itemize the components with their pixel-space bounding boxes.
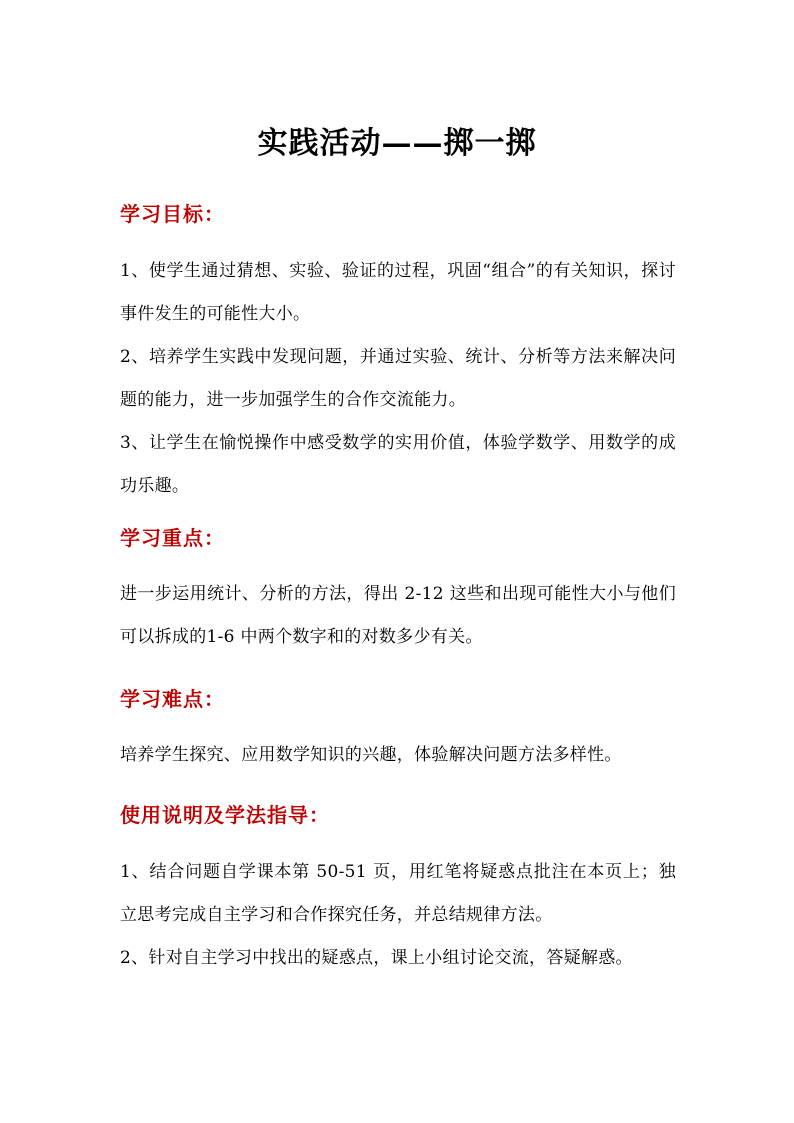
section-heading-key-points: 学习重点： (120, 526, 225, 550)
section-heading-instructions: 使用说明及学法指导： (120, 803, 330, 827)
instruction-paragraph: 1、结合问题自学课本第 50-51 页，用红笔将疑惑点批注在本页上；独立思考完成自主学习和合作探究任务，并总结规律方法。 (120, 862, 676, 925)
key-point-paragraph: 进一步运用统计、分析的方法，得出 2-12 这些和出现可能性大小与他们可以拆成的1-6 中两个数字和的对数多少有关。 (120, 584, 676, 647)
difficult-point-paragraph: 培养学生探究、应用数学知识的兴趣，体验解决问题方法多样性。 (120, 745, 622, 765)
section-body-difficult-points (120, 734, 676, 777)
section-body-learning-objectives (120, 250, 676, 508)
section-body-key-points (120, 573, 676, 659)
section-heading-difficult-points: 学习难点： (120, 687, 225, 711)
objective-paragraph: 1、使学生通过猜想、实验、验证的过程，巩固“组合”的有关知识，探讨事件发生的可能性大小。 (120, 261, 676, 324)
section-body-instructions (120, 851, 676, 980)
objective-paragraph: 2、培养学生实践中发现问题，并通过实验、统计、分析等方法来解决问题的能力，进一步加强学生的合作交流能力。 (120, 347, 676, 410)
section-heading-learning-objectives: 学习目标： (120, 202, 225, 226)
instruction-paragraph: 2、针对自主学习中找出的疑惑点，课上小组讨论交流，答疑解惑。 (120, 948, 633, 968)
objective-paragraph: 3、让学生在愉悦操作中感受数学的实用价值，体验学数学、用数学的成功乐趣。 (120, 433, 676, 496)
document-title: 实践活动——掷一掷 (257, 126, 537, 161)
